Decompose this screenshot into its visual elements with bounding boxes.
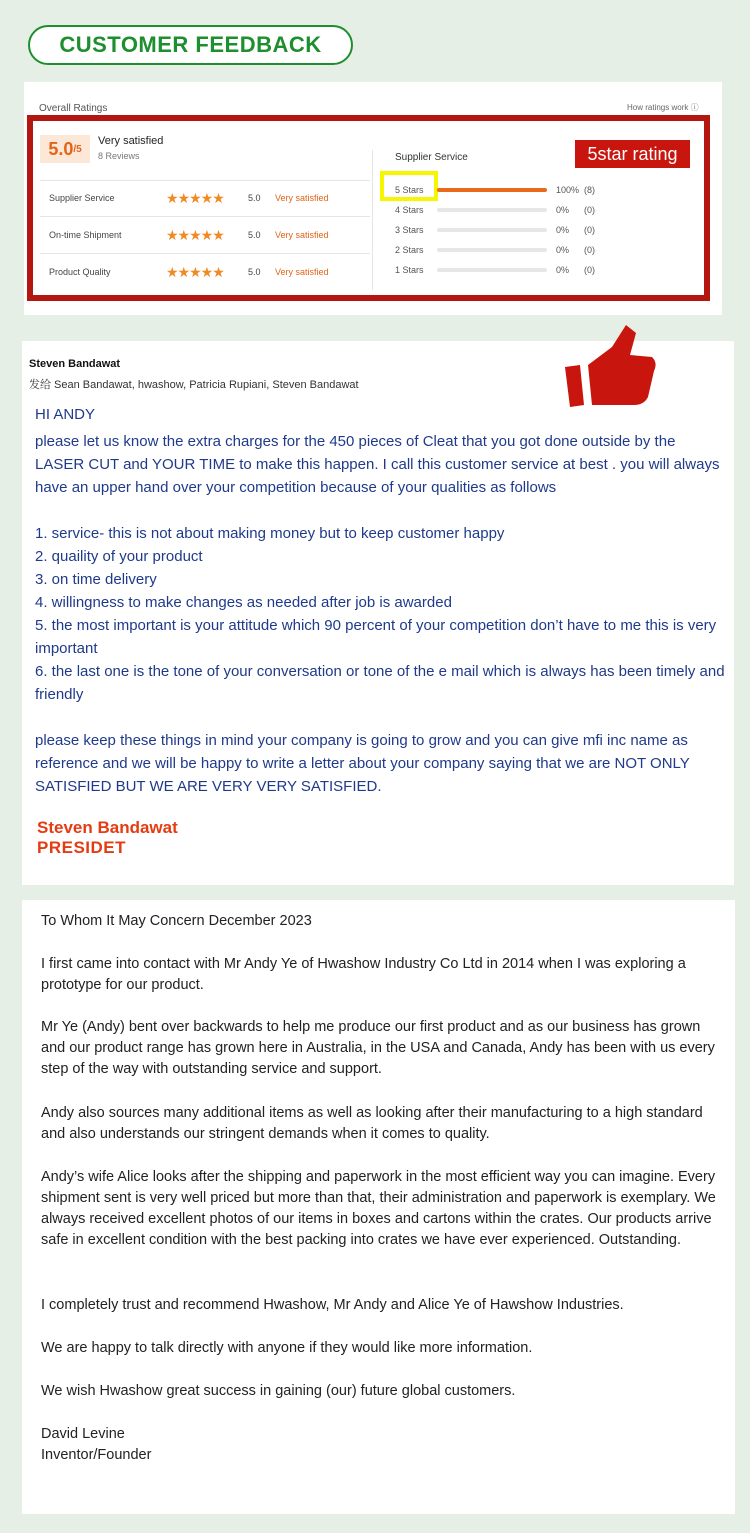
email-recipients: 发给 Sean Bandawat, hwashow, Patricia Rupiani, Steven Bandawat bbox=[29, 379, 359, 391]
email-sender: Steven Bandawat bbox=[29, 358, 121, 370]
breakdown-count: (0) bbox=[584, 265, 595, 275]
breakdown-label: 1 Stars bbox=[395, 265, 424, 275]
email-list-item: 6. the last one is the tone of your conversation or tone of the e mail which is always has been timely and friendly bbox=[35, 663, 725, 703]
score-value: 5.0 bbox=[48, 138, 74, 159]
rating-row-text: Very satisfied bbox=[275, 267, 329, 277]
letter-paragraph: Andy also sources many additional items as well as looking after their manufacturing to a high standard and also understands our stringent demands when it comes to quality. bbox=[41, 1105, 703, 1142]
letter-paragraph: I first came into contact with Mr Andy Ye of Hwashow Industry Co Ltd in 2014 when I was exploring a prototype for our product. bbox=[41, 956, 686, 993]
breakdown-percent: 0% bbox=[556, 225, 570, 235]
email-list-item: 4. willingness to make changes as needed after job is awarded bbox=[35, 594, 452, 611]
breakdown-bar bbox=[437, 188, 547, 192]
thumbs-up-icon bbox=[560, 325, 660, 410]
five-star-badge: 5star rating bbox=[575, 140, 690, 168]
rating-row-label: Product Quality bbox=[49, 267, 111, 277]
letter-signature-title: Inventor/Founder bbox=[41, 1447, 152, 1463]
breakdown-label: 3 Stars bbox=[395, 225, 424, 235]
breakdown-bar bbox=[437, 248, 547, 252]
breakdown-bar-fill bbox=[437, 188, 547, 192]
breakdown-percent: 100% bbox=[556, 185, 580, 195]
email-list-item: 1. service- this is not about making money but to keep customer happy bbox=[35, 525, 505, 542]
overall-score bbox=[40, 135, 90, 163]
email-greeting: HI ANDY bbox=[35, 406, 96, 423]
score-suffix: /5 bbox=[73, 143, 82, 155]
breakdown-count: (8) bbox=[584, 185, 595, 195]
email-paragraph: please keep these things in mind your company is going to grow and you can give mfi inc name as reference and we will be happy to write a letter about your company saying that we are NOT ONLY SATISFIED BUT WE ARE VERY VERY SATISFIED. bbox=[35, 732, 690, 795]
breakdown-percent: 0% bbox=[556, 265, 570, 275]
breakdown-percent: 0% bbox=[556, 205, 570, 215]
email-list-item: 5. the most important is your attitude which 90 percent of your competition don’t have to me this is very important bbox=[35, 617, 717, 657]
email-signature-name: Steven Bandawat bbox=[37, 818, 178, 837]
section-title-pill bbox=[28, 25, 353, 65]
letter-paragraph: We are happy to talk directly with anyone if they would like more information. bbox=[41, 1340, 533, 1356]
breakdown-bar bbox=[437, 208, 547, 212]
breakdown-label: 5 Stars bbox=[395, 185, 424, 195]
email-signature-title: PRESIDET bbox=[37, 838, 127, 857]
rating-row-value: 5.0 bbox=[248, 193, 261, 203]
divider bbox=[40, 180, 370, 181]
breakdown-count: (0) bbox=[584, 245, 595, 255]
divider bbox=[40, 253, 370, 254]
email-list-item: 3. on time delivery bbox=[35, 571, 157, 588]
letter-paragraph: We wish Hwashow great success in gaining (our) future global customers. bbox=[41, 1383, 516, 1399]
how-ratings-work-link[interactable]: How ratings work ⓘ bbox=[627, 103, 699, 112]
email-paragraph: please let us know the extra charges for the 450 pieces of Cleat that you got done outside by the LASER CUT and YOUR TIME to make this happen. I call this customer service at best . you will always have an upper hand over your competition because of your qualities as follows bbox=[35, 433, 720, 496]
breakdown-count: (0) bbox=[584, 205, 595, 215]
letter-signature-name: David Levine bbox=[41, 1426, 125, 1442]
letter-paragraph: Mr Ye (Andy) bent over backwards to help me produce our first product and as our business has grown and our product range has grown here in Australia, in the USA and Canada, Andy has been with us every step of the way with outstanding service and support. bbox=[41, 1019, 715, 1077]
letter-paragraph: I completely trust and recommend Hwashow, Mr Andy and Alice Ye of Hawshow Industries. bbox=[41, 1297, 624, 1313]
rating-row-label: Supplier Service bbox=[49, 193, 115, 203]
star-rating-icon: ★★★★★ bbox=[166, 227, 224, 243]
breakdown-label: 4 Stars bbox=[395, 205, 424, 215]
overall-summary: Very satisfied bbox=[98, 135, 164, 147]
star-rating-icon: ★★★★★ bbox=[166, 264, 224, 280]
breakdown-count: (0) bbox=[584, 225, 595, 235]
divider bbox=[40, 216, 370, 217]
breakdown-label: 2 Stars bbox=[395, 245, 424, 255]
breakdown-title: Supplier Service bbox=[395, 152, 468, 163]
overall-ratings-title: Overall Ratings bbox=[39, 103, 108, 114]
section-title: CUSTOMER FEEDBACK bbox=[59, 32, 322, 57]
rating-row-text: Very satisfied bbox=[275, 193, 329, 203]
rating-row-label: On-time Shipment bbox=[49, 230, 122, 240]
column-divider bbox=[372, 150, 373, 290]
review-count: 8 Reviews bbox=[98, 151, 140, 161]
rating-row-value: 5.0 bbox=[248, 230, 261, 240]
letter-paragraph: Andy’s wife Alice looks after the shipping and paperwork in the most efficient way you can imagine. Every shipment sent is very well priced but more than that, their administration and paperwork is exemplary. We always received excellent photos of our items in boxes and cartons within the crates. Our products arrive safe in excellent condition with the best packing into crates we have ever experienced. Outstanding. bbox=[41, 1169, 716, 1248]
letter-heading: To Whom It May Concern December 2023 bbox=[41, 913, 312, 929]
rating-row-text: Very satisfied bbox=[275, 230, 329, 240]
rating-row-value: 5.0 bbox=[248, 267, 261, 277]
breakdown-percent: 0% bbox=[556, 245, 570, 255]
email-list-item: 2. quaility of your product bbox=[35, 548, 203, 565]
breakdown-bar bbox=[437, 268, 547, 272]
breakdown-bar bbox=[437, 228, 547, 232]
star-rating-icon: ★★★★★ bbox=[166, 190, 224, 206]
